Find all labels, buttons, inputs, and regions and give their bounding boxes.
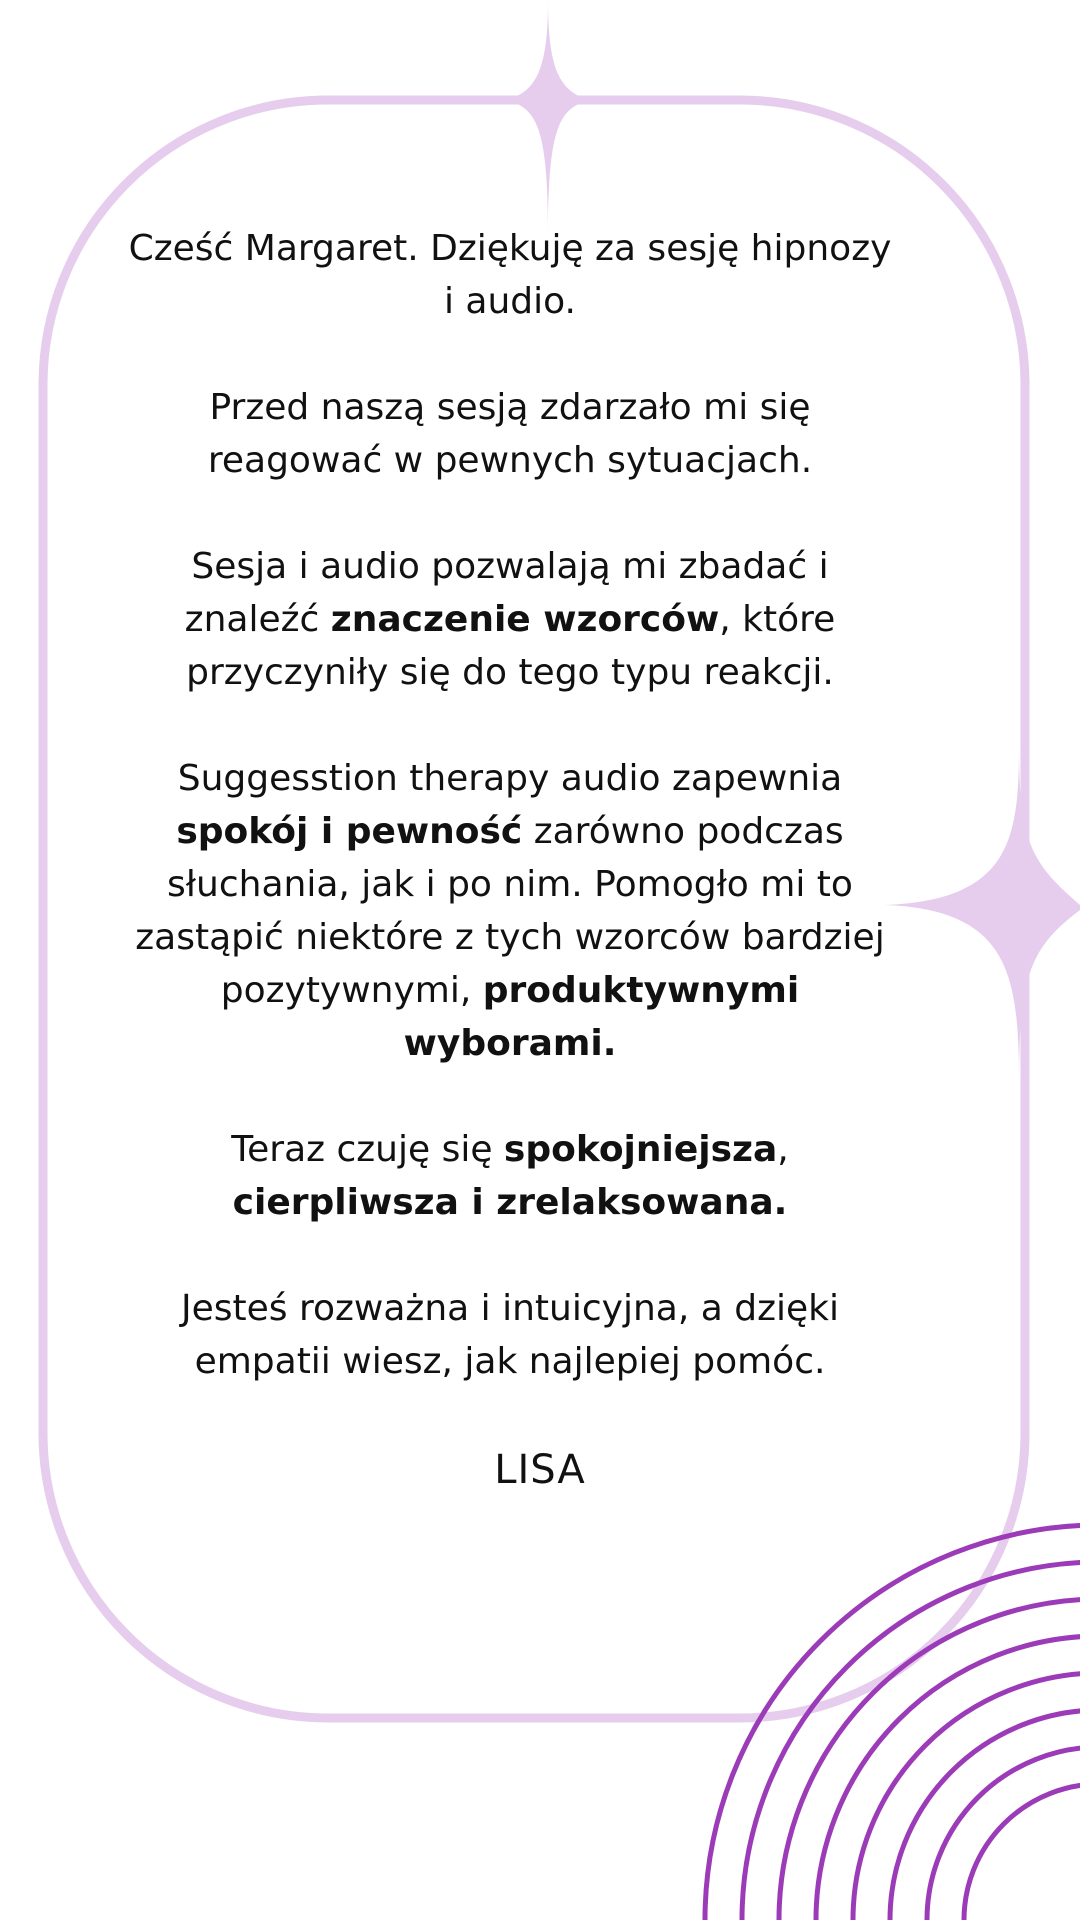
testimonial-paragraph-6 [120,1282,900,1388]
testimonial-paragraph-1 [120,222,900,328]
testimonial-paragraph-5 [120,1123,900,1229]
paragraph-2-text: Przed naszą sesją zdarzało mi się reagować w pewnych sytuacjach. [207,387,813,481]
testimonial-text [120,222,900,1441]
paragraph-3-bold: znaczenie wzorców [330,599,720,640]
testimonial-paragraph-3 [120,540,900,699]
paragraph-3-text-a: Sesja i audio pozwalają mi zbadać i znaleźć [184,546,829,640]
paragraph-4-bold-2: produktywnymi wyborami. [403,970,800,1064]
paragraph-5-text-a: Teraz czuję się [231,1129,504,1170]
paragraph-3-text-c: , które przyczyniły się do tego typu reakcji. [186,599,836,693]
testimonial-paragraph-2 [120,381,900,487]
arc-ring [964,1784,1080,1920]
signature: LISA [494,1447,586,1493]
side-sparkle-icon [885,745,1080,1085]
arc-ring [890,1710,1080,1920]
paragraph-5-text-c: , [777,1129,789,1170]
paragraph-5-bold-1: spokojniejsza [503,1129,778,1170]
paragraph-6-text: Jesteś rozważna i intuicyjna, a dzięki empatii wiesz, jak najlepiej pomóc. [181,1288,839,1382]
paragraph-4-text-c: zarówno podczas słuchania, jak i po nim. Pomogło mi to zastąpić niektóre z tych wzorców bardziej pozytywnymi, [135,811,885,1011]
paragraph-4-bold-1: spokój i pewność [176,811,523,852]
top-sparkle-icon [506,0,590,235]
paragraph-5-bold-2: cierpliwsza i zrelaksowana. [232,1182,788,1223]
testimonial-paragraph-4 [120,752,900,1070]
paragraph-4-text-a: Suggesstion therapy audio zapewnia [177,758,843,799]
concentric-arcs-icon [705,1525,1080,1920]
paragraph-1-text: Cześć Margaret. Dziękuję za sesję hipnozy i audio. [128,228,892,322]
arc-ring [742,1562,1080,1920]
